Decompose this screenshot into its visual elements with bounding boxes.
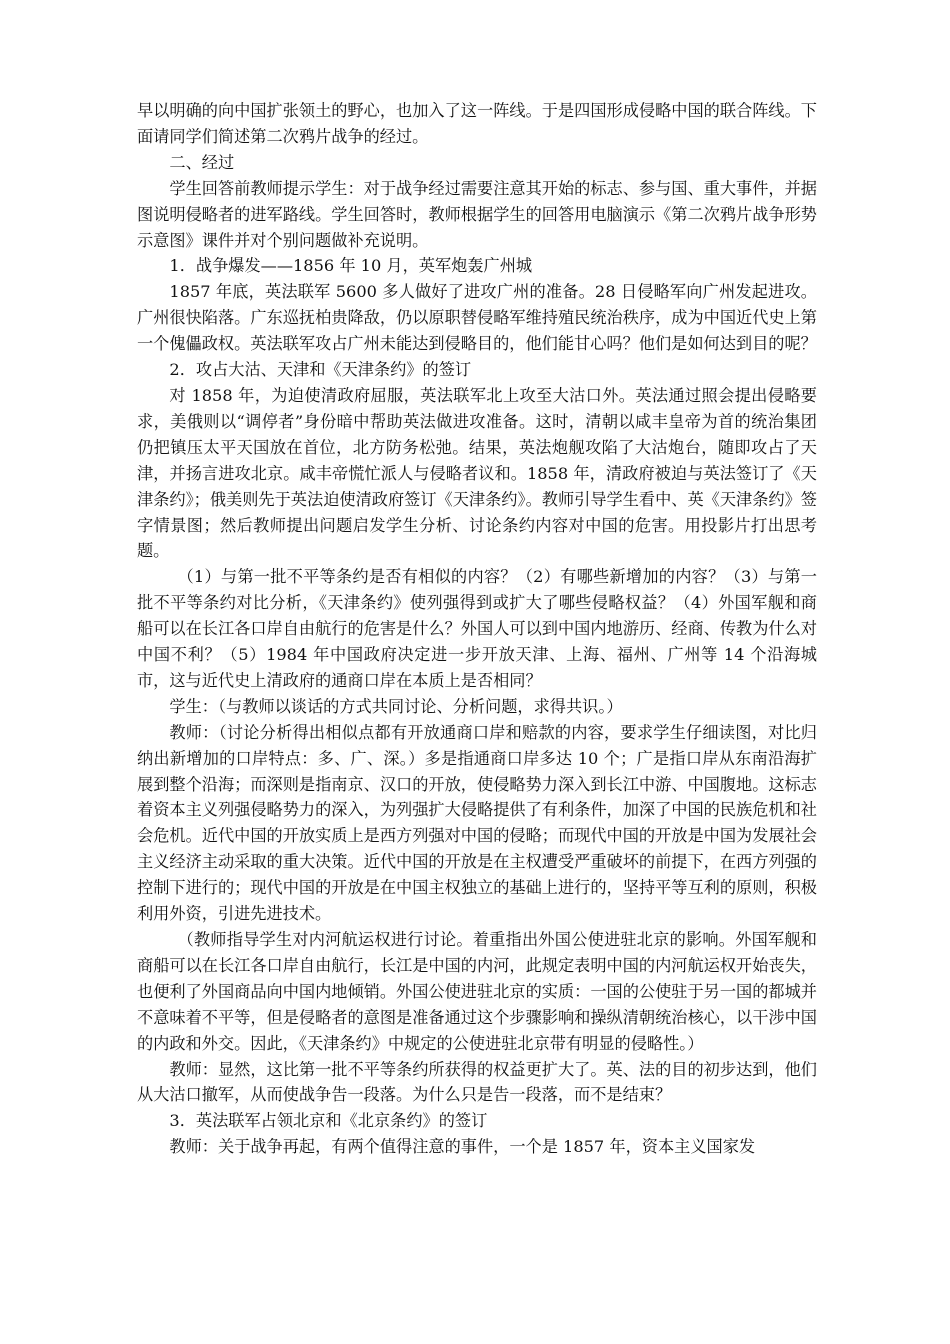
section-heading-process: 二、经过 — [169, 152, 235, 172]
subheading-war-outbreak: 1．战争爆发——1856 年 10 月，英军炮轰广州城 — [169, 256, 533, 276]
paragraph-intro-continuation: 早以明确的向中国扩张领土的野心，也加入了这一阵线。于是四国形成侵略中国的联合阵线。下面请同学们简述第二次鸦片战争的经过。 — [137, 101, 817, 146]
paragraph-teacher-conclusion: 教师：显然，这比第一批不平等条约所获得的权益更扩大了。英、法的目的初步达到，他们从大沽口撤军，从而使战争告一段落。为什么只是告一段落，而不是结束？ — [137, 1059, 817, 1105]
paragraph-inland-navigation: （教师指导学生对内河航运权进行讨论。着重指出外国公使进驻北京的影响。外国军舰和商船可以在长江各口岸自由航行，长江是中国的内河，此规定表明中国的内河航运权开始丧失，也便利了外国商品向中国内地倾销。外国公使进驻北京的实质：一国的公使驻于另一国的都城并不意味着不平等，但是侵略者的意图是准备通过这个步骤影响和操纵清朝统治核心，以干涉中国的内政和外交。因此，《天津条约》中规定的公使进驻北京带有明显的侵略性。） — [137, 930, 817, 1053]
paragraph-war-resumes: 教师：关于战争再起，有两个值得注意的事件，一个是 1857 年，资本主义国家发 — [169, 1137, 756, 1157]
subheading-beijing-treaty: 3．英法联军占领北京和《北京条约》的签订 — [169, 1111, 488, 1131]
paragraph-dagu-tianjin: 对 1858 年，为迫使清政府屈服，英法联军北上攻至大沽口外。英法通过照会提出侵略要求，美俄则以“调停者”身份暗中帮助英法做进攻准备。这时，清朝以咸丰皇帝为首的统治集团仍把镇压太平天国放在首位，北方防务松弛。结果，英法炮舰攻陷了大沽炮台，随即攻占了天津，并扬言进攻北京。咸丰帝慌忙派人与侵略者议和。1858 年，清政府被迫与英法签订了《天津条约》；俄美则先于英法迫使清政府签订《天津条约》。教师引导学生看中、英《天津条约》签字情景图；然后教师提出问题启发学生分析、讨论条约内容对中国的危害。用投影片打出思考题。 — [137, 385, 817, 561]
paragraph-questions: （1）与第一批不平等条约是否有相似的内容？（2）有哪些新增加的内容？（3）与第一批不平等条约对比分析，《天津条约》使列强得到或扩大了哪些侵略权益？（4）外国军舰和商船可以在长江各口岸自由航行的危害是什么？外国人可以到中国内地游历、经商、传教为什么对中国不利？（5）1984 年中国政府决定进一步开放天津、上海、福州、广州等 14 个沿海城市，这与近代史上清政府的通商口岸在本质上是否相同？ — [137, 567, 817, 690]
subheading-tianjin-treaty: 2．攻占大沽、天津和《天津条约》的签订 — [169, 360, 472, 380]
paragraph-teacher-analysis: 教师：（讨论分析得出相似点都有开放通商口岸和赔款的内容，要求学生仔细读图，对比归纳出新增加的口岸特点：多、广、深。）多是指通商口岸多达 10 个；广是指口岸从东南沿海扩展到整个沿海；而深则是指南京、汉口的开放，使侵略势力深入到长江中游、中国腹地。这标志着资本主义列强侵略势力的深入，为列强扩大侵略提供了有利条件，加深了中国的民族危机和社会危机。近代中国的开放实质上是西方列强对中国的侵略；而现代中国的开放是中国为发展社会主义经济主动采取的重大决策。近代中国的开放是在主权遭受严重破坏的前提下，在西方列强的控制下进行的；现代中国的开放是在中国主权独立的基础上进行的，坚持平等互利的原则，积极利用外资，引进先进技术。 — [137, 722, 817, 924]
paragraph-teacher-hint: 学生回答前教师提示学生：对于战争经过需要注意其开始的标志、参与国、重大事件，并据图说明侵略者的进军路线。学生回答时，教师根据学生的回答用电脑演示《第二次鸦片战争形势示意图》课件并对个别问题做补充说明。 — [137, 178, 817, 250]
document-page — [137, 98, 817, 1160]
paragraph-student-discussion: 学生：（与教师以谈话的方式共同讨论、分析问题，求得共识。） — [169, 696, 623, 716]
paragraph-guangzhou: 1857 年底，英法联军 5600 多人做好了进攻广州的准备。28 日侵略军向广州发起进攻。广州很快陷落。广东巡抚柏贵降敌，仍以原职替侵略军维持殖民统治秩序，成为中国近代史上第一个傀儡政权。英法联军攻占广州未能达到侵略目的，他们能甘心吗？他们是如何达到目的呢？ — [137, 282, 817, 354]
